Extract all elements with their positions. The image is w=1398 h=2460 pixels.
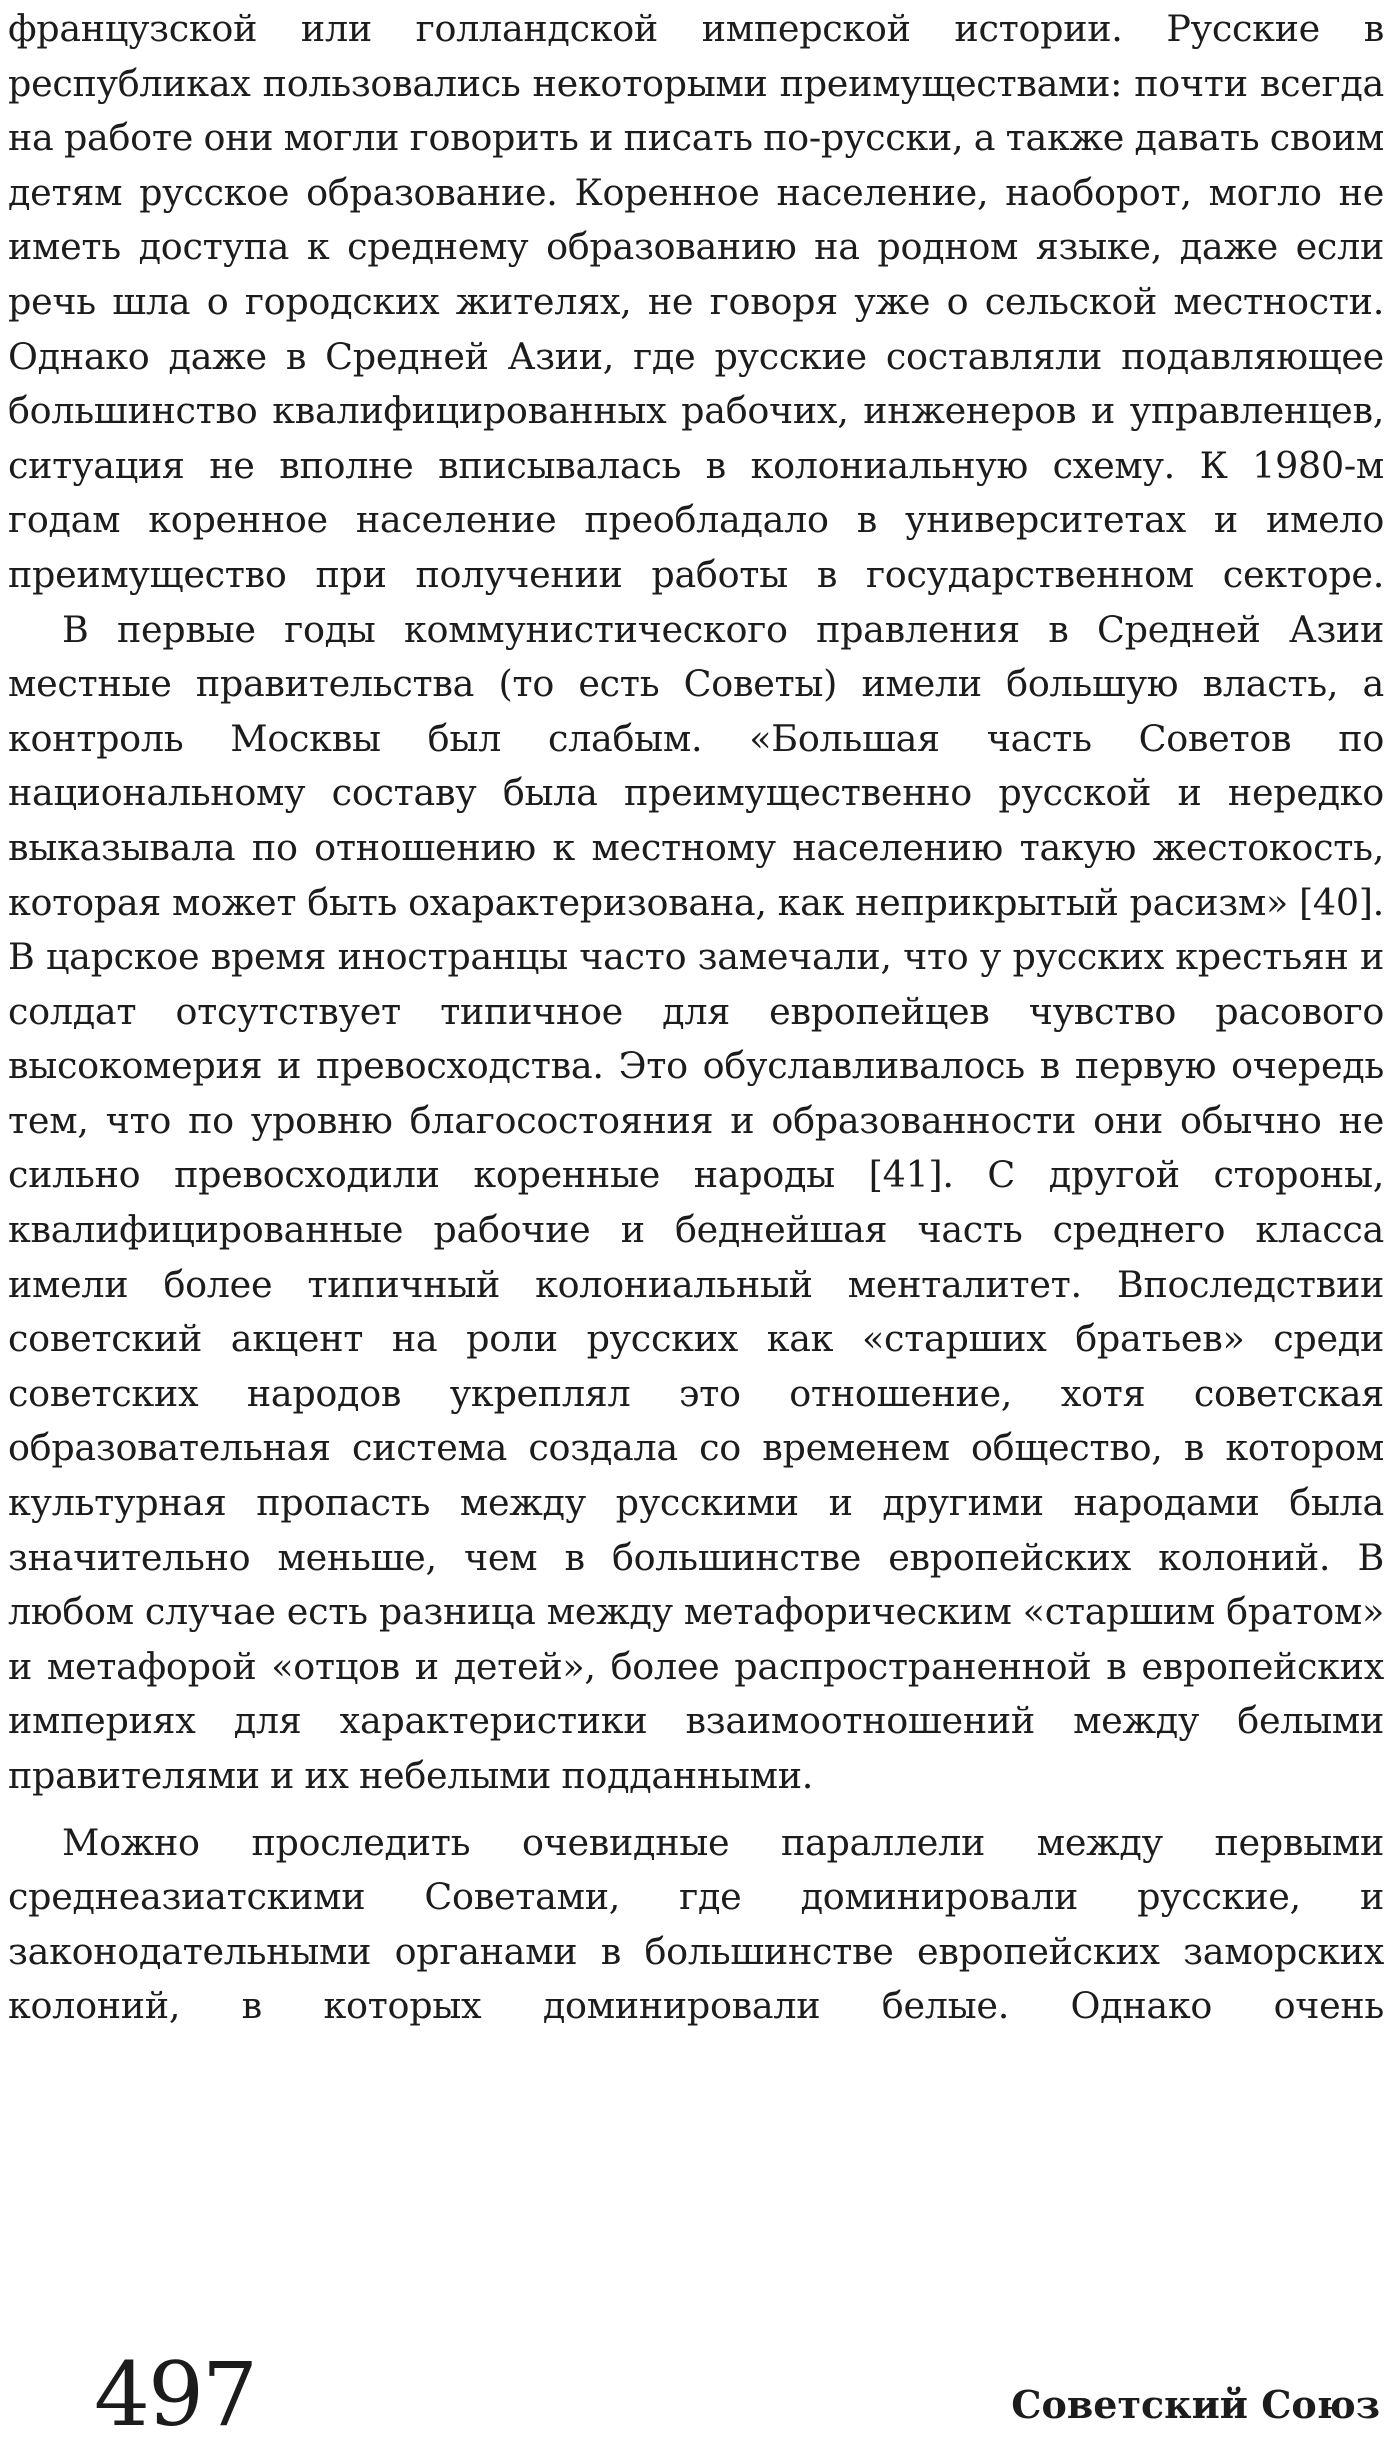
body-text: [8, 2, 1384, 2034]
page-number: 497: [94, 2343, 256, 2446]
paragraph-2: В первые годы коммунистического правления в Средней Азии местные правительства (то есть Советы) имели большую власть, а контроль Москвы был слабым. «Большая часть Советов по национальному составу была преимущественно русской и нередко выказывала по отношению к местному населению такую жестокость, которая может быть охарактеризована, как неприкрытый расизм» [40]. В царское время иностранцы часто замечали, что у русских крестьян и солдат отсутствует типичное для европейцев чувство расового высокомерия и превосходства. Это обуславливалось в первую очередь тем, что по уровню благосостояния и образованности они обычно не сильно превосходили коренные народы [41]. С другой стороны, квалифицированные рабочие и беднейшая часть среднего класса имели более типичный колониальный менталитет. Впоследствии советский акцент на роли русских как «старших братьев» среди советских народов укреплял это отношение, хотя советская образовательная система создала со временем общество, в котором культурная пропасть между русскими и другими народами была значительно меньше, чем в большинстве европейских колоний. В любом случае есть разница между метафорическим «старшим братом» и метафорой «отцов и детей», более распространенной в европейских империях для характеристики взаимоотношений между белыми правителями и их небелыми подданными.: [8, 607, 1384, 1797]
paragraph-3: Можно проследить очевидные параллели между первыми среднеазиатскими Советами, где доминировали русские, и законодательными органами в большинстве европейских заморских колоний, в которых доминировали белые. Однако очень: [8, 1820, 1384, 2028]
running-title: Советский Союз: [1011, 2382, 1380, 2427]
page-footer: [0, 2345, 1398, 2445]
paragraph-1: французской или голландской имперской истории. Русские в республиках пользовались некоторыми преимуществами: почти всегда на работе они могли говорить и писать по-русски, а также давать своим детям русское образование. Коренное население, наоборот, могло не иметь доступа к среднему образованию на родном языке, даже если речь шла о городских жителях, не говоря уже о сельской местности. Однако даже в Средней Азии, где русские составляли подавляющее большинство квалифицированных рабочих, инженеров и управленцев, ситуация не вполне вписывалась в колониальную схему. К 1980-м годам коренное население преобладало в университетах и имело преимущество при получении работы в государственном секторе.: [8, 7, 1384, 596]
